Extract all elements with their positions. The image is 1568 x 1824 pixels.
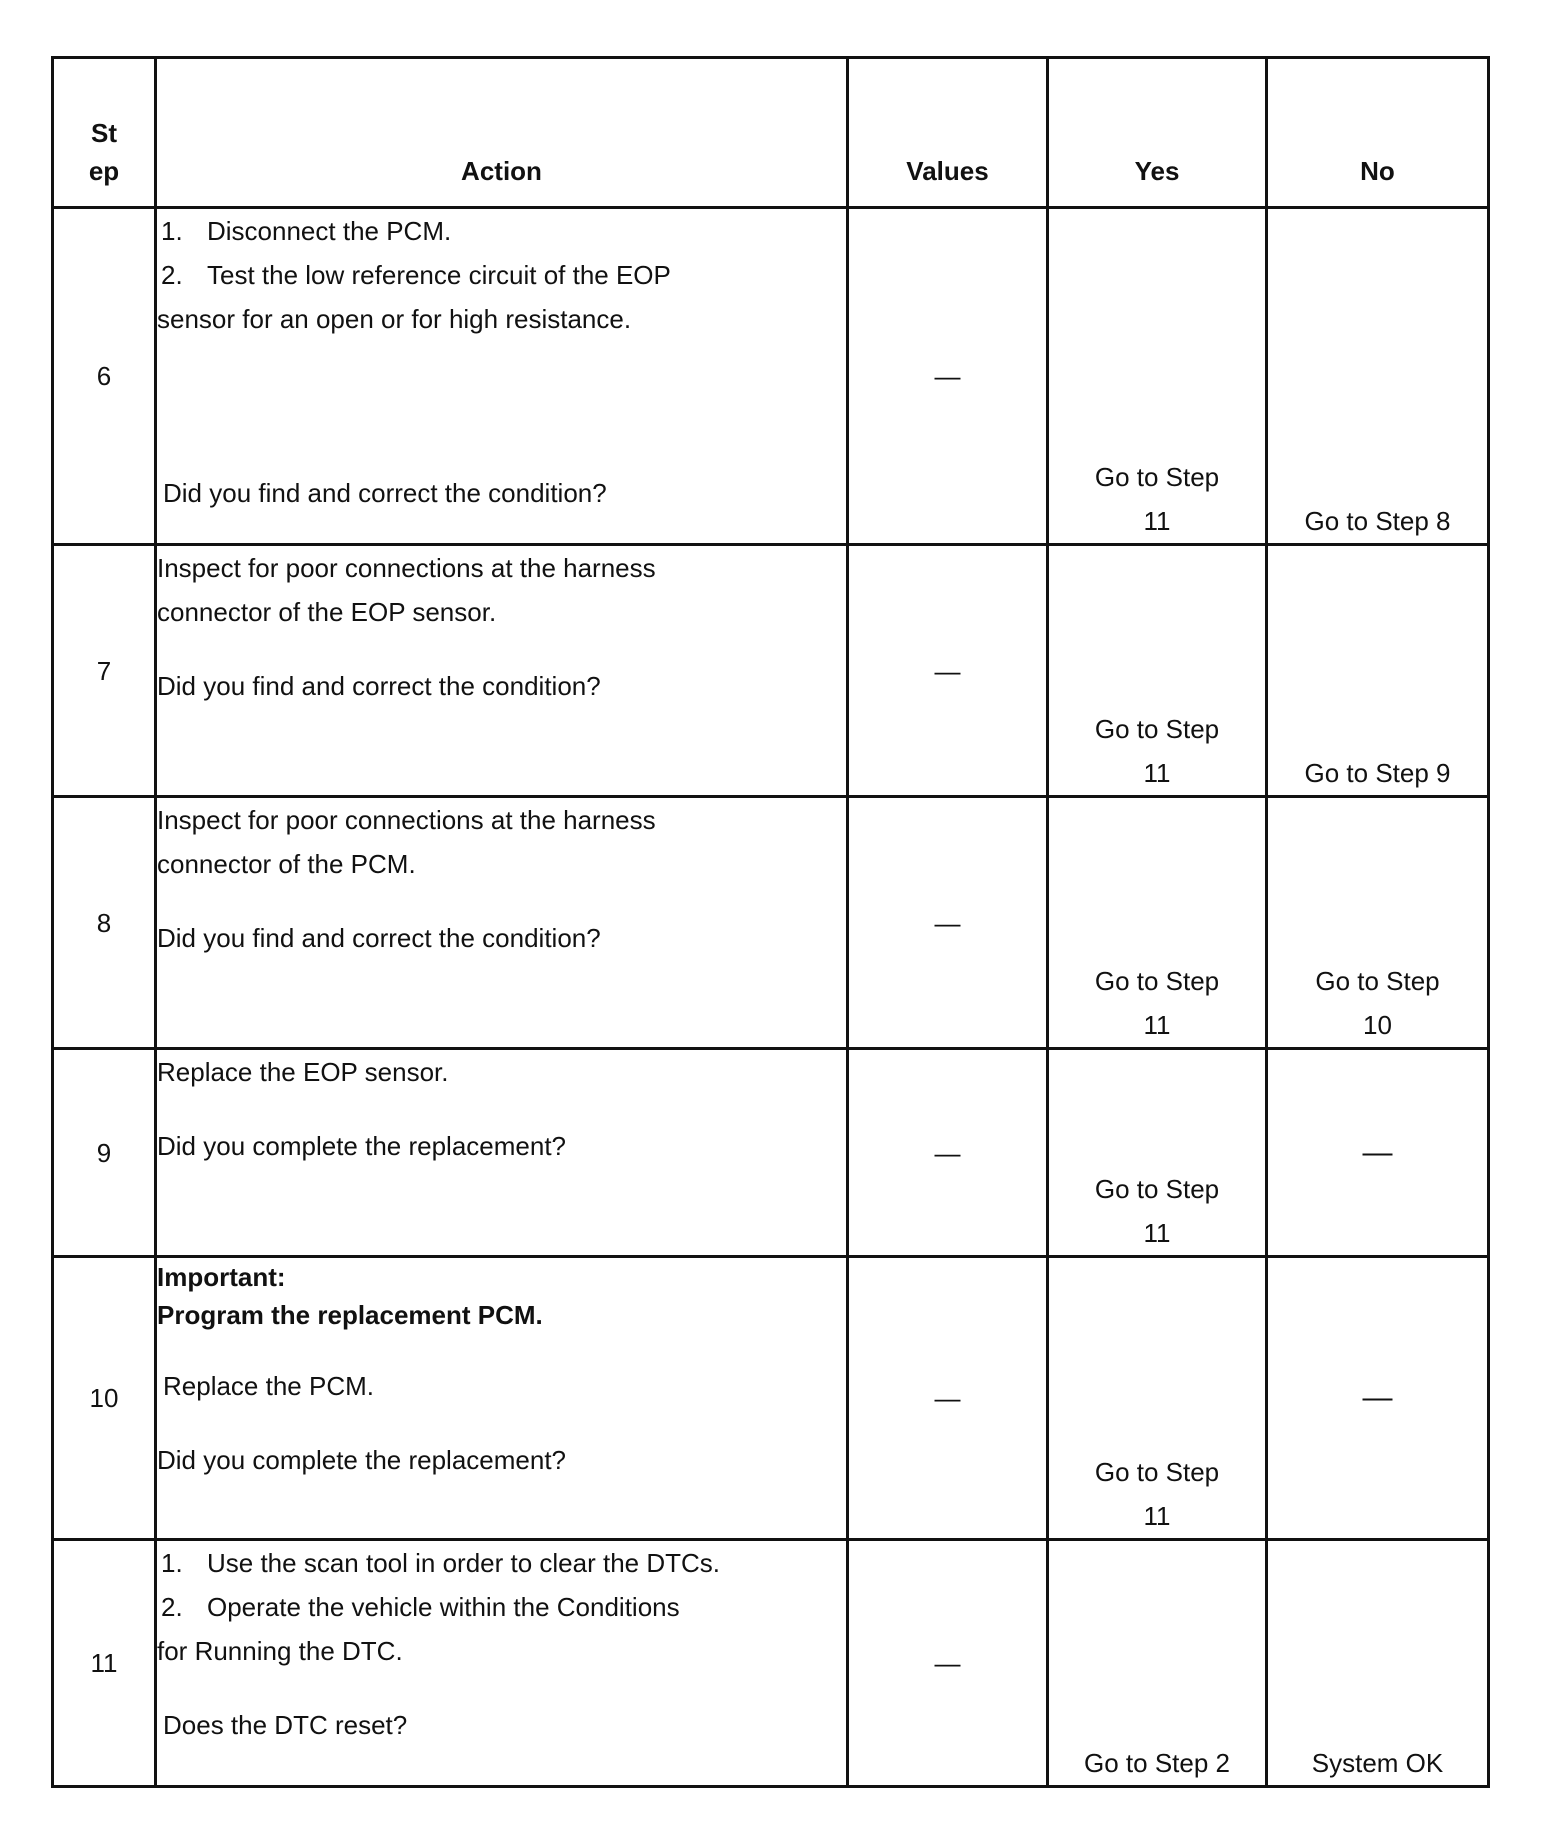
list-item: 1. Use the scan tool in order to clear the DTCs.: [161, 1548, 721, 1578]
action-question: Does the DTC reset?: [163, 1710, 408, 1740]
list-item: 2. Test the low reference circuit of the EOP: [161, 260, 671, 290]
action-question: Did you find and correct the condition?: [163, 478, 607, 508]
action-question: Did you complete the replacement?: [157, 1445, 567, 1475]
table-row-step-6: [53, 208, 1489, 545]
action-cell: [156, 1540, 848, 1787]
values-cell: —: [848, 1049, 1048, 1257]
step-number: 10: [53, 1257, 156, 1540]
step-number: 9: [53, 1049, 156, 1257]
no-cell: Go to Step 9: [1267, 545, 1489, 797]
values-cell: —: [848, 1540, 1048, 1787]
no-cell: Go to Step 8: [1267, 208, 1489, 545]
action-cell: [156, 208, 848, 545]
no-cell: Go to Step 10: [1267, 797, 1489, 1049]
no-cell: —: [1267, 1049, 1489, 1257]
table-row-step-11: [53, 1540, 1489, 1787]
header-action: Action: [156, 58, 848, 208]
no-cell: —: [1267, 1257, 1489, 1540]
action-cell: Important: Program the replacement PCM. Replace the PCM. Did you complete the replacement?: [156, 1257, 848, 1540]
diagnostic-steps-table: [51, 56, 1490, 1788]
yes-cell: Go to Step 11: [1048, 1257, 1267, 1540]
header-values: Values: [848, 58, 1048, 208]
list-item: 1. Disconnect the PCM.: [161, 216, 452, 246]
action-question: Did you complete the replacement?: [157, 1131, 567, 1161]
values-cell: —: [848, 545, 1048, 797]
action-cell: Inspect for poor connections at the harness connector of the PCM. Did you find and correct the condition?: [156, 797, 848, 1049]
important-text: Program the replacement PCM.: [157, 1300, 543, 1330]
list-item: 2. Operate the vehicle within the Conditions: [161, 1592, 680, 1622]
table-header-row: [53, 58, 1489, 208]
yes-cell: Go to Step 11: [1048, 797, 1267, 1049]
values-cell: —: [848, 208, 1048, 545]
yes-cell: Go to Step 11: [1048, 545, 1267, 797]
yes-cell: Go to Step 11: [1048, 208, 1267, 545]
header-yes: Yes: [1048, 58, 1267, 208]
table-row-step-10: [53, 1257, 1489, 1540]
step-number: 8: [53, 797, 156, 1049]
step-number: 7: [53, 545, 156, 797]
no-cell: System OK: [1267, 1540, 1489, 1787]
values-cell: —: [848, 797, 1048, 1049]
header-no: No: [1267, 58, 1489, 208]
action-text: sensor for an open or for high resistance.: [157, 304, 632, 334]
values-cell: —: [848, 1257, 1048, 1540]
table-row-step-8: [53, 797, 1489, 1049]
action-cell: Inspect for poor connections at the harness connector of the EOP sensor. Did you find and correct the condition?: [156, 545, 848, 797]
header-step: St ep: [53, 58, 156, 208]
action-question: Did you find and correct the condition?: [157, 671, 601, 701]
important-label: Important:: [157, 1262, 286, 1292]
table-row-step-9: [53, 1049, 1489, 1257]
action-text: for Running the DTC.: [157, 1636, 403, 1666]
yes-cell: Go to Step 11: [1048, 1049, 1267, 1257]
action-question: Did you find and correct the condition?: [157, 923, 601, 953]
step-number: 11: [53, 1540, 156, 1787]
table-row-step-7: [53, 545, 1489, 797]
step-number: 6: [53, 208, 156, 545]
yes-cell: Go to Step 2: [1048, 1540, 1267, 1787]
action-cell: Replace the EOP sensor. Did you complete the replacement?: [156, 1049, 848, 1257]
